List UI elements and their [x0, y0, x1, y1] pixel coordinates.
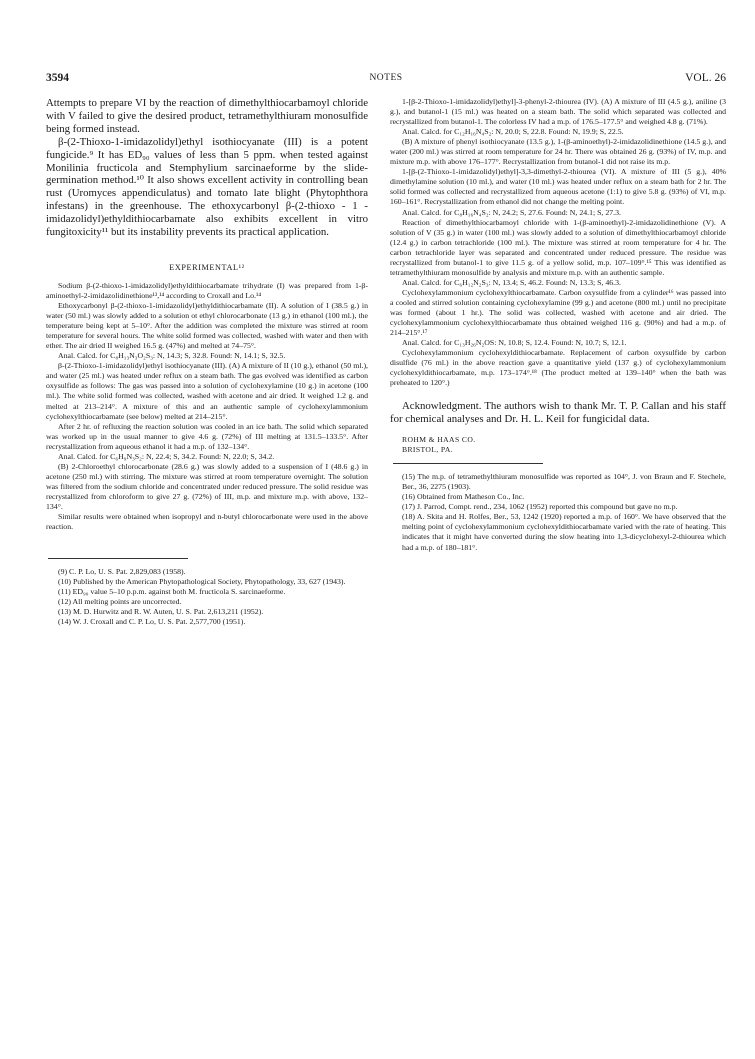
page-number: 3594	[46, 72, 69, 84]
experimental-paragraph: 1-[β-(2-Thioxo-1-imidazolidyl)ethyl]-3,3-dimethyl-2-thiourea (VI). A mixture of III (5 g.), 40% dimethylamine solution (10 ml.), and water (10 ml.) was heated under reflux on a steam bath for 2 hr. The solid formed was collected and recrystallized from aqueous acetone (1:1) to give 5.8 g. (93%) of VI, m.p. 160–161°. Recrystallization from ethanol did not change the melting point.	[390, 167, 726, 207]
experimental-paragraph: Ethoxycarbonyl β-(2-thioxo-1-imidazolidyl)ethyldithiocarbamate (II). A solution of I (38.5 g.) in water (50 ml.) was slowly added to a solution ot ethyl chlorocarbonate (13 g.) in ethanol (100 ml.), the temperature being kept at 5–10°. After the addition was completed the mixture was stirred at room temperature for several hours. The white solid formed was collected, washed with water and then with ether. The air dried II weighed 16.5 g. (47%) and melted at 74–75°.	[46, 301, 368, 351]
experimental-paragraph: Sodium β-(2-thioxo-1-imidazolidyl)ethyldithiocarbamate trihydrate (I) was prepared from 1-β-aminoethyl-2-imidazolidinethione¹³,¹⁴ according to Croxall and Lo.¹⁴	[46, 280, 368, 301]
acknowledgment: Acknowledgment. The authors wish to thank Mr. T. P. Callan and his staff for chemical analyses and Dr. H. L. Keil for fungicidal data.	[390, 400, 726, 426]
section-heading: EXPERIMENTAL¹²	[169, 262, 245, 272]
experimental-paragraph: (B) 2-Chloroethyl chlorocarbonate (28.6 g.) was slowly added to a suspension of I (48.6 g.) in acetone (250 ml.) with stirring. The mixture was stirred at room temperature overnight. The solution was filtered from the sodium chloride and concentrated under reduced pressure. The solid residue was recrystallized from chloroform to give 27 g. (72%) of III, m.p. and mixture m.p. with above, 132–134°.	[46, 461, 368, 511]
footnote: (18) A. Skita and H. Rolfes, Ber., 53, 1242 (1920) reported a m.p. of 160°. We have observed that the melting point of cyclohexylammonium cyclohexyldithiocarbamate varied with the rate of heating. This indicates that it might have converted during the slow heating into 1,3-dicyclohexyl-2-thiourea which had a m.p. of 180–181°.	[402, 512, 726, 552]
experimental-paragraph: Similar results were obtained when isopropyl and n-butyl chlorocarbonate were used in the above reaction.	[46, 512, 368, 532]
experimental-paragraph: β-(2-Thioxo-1-imidazolidyl)ethyl isothiocyanate (III). (A) A mixture of II (10 g.), ethanol (50 ml.), and water (25 ml.) was heated under reflux on a steam bath. The gas evolved was identified as carbon oxysulfide as follows: The gas was passed into a solution of cyclohexylamine (10 g.) in acetone (100 ml.). The white solid formed was collected, washed with acetone and air dried. It weighed 1.2 g. and melted at 213–214°. A mixture of this and an authentic sample of cyclohexylammonium cyclohexylthiocarbamate (see below) melted at 214–215°.	[46, 361, 368, 421]
intro-paragraph: Attempts to prepare VI by the reaction of dimethylthiocarbamoyl chloride with V failed to give the desired product, tetramethylthiuram monosulfide being formed instead.	[46, 97, 368, 135]
page-header	[46, 72, 726, 86]
analysis-paragraph: Anal. Calcd. for C₆H₉N₃S₂: N, 22.4; S, 34.2. Found: N, 22.0; S, 34.2.	[58, 451, 275, 461]
experimental-paragraph: Cyclohexylammonium cyclohexyldithiocarbamate. Replacement of carbon oxysulfide by carbon disulfide (76 ml.) in the above reaction gave a quantitative yield (137 g.) of cyclohexylammonium cyclohexyldithiocarbamate, m.p. 173–174°.¹⁸ (The product melted at 139–140° when the bath was preheated to 120°.)	[390, 348, 726, 388]
analysis-paragraph: Anal. Calcd. for C₁₂H₁₆N₄S₂: N, 20.0; S, 22.8. Found: N, 19.9; S, 22.5.	[402, 127, 624, 137]
analysis-paragraph: Anal. Calcd. for C₁₃H₂₆N₂OS: N, 10.8; S, 12.4. Found: N, 10.7; S, 12.1.	[402, 338, 627, 348]
footnote: (13) M. D. Hurwitz and R. W. Auten, U. S. Pat. 2,613,211 (1952).	[58, 607, 264, 617]
address-line: ROHM & HAAS CO.	[402, 435, 476, 445]
experimental-paragraph: 1-[β-2-Thioxo-1-imidazolidyl)ethyl]-3-phenyl-2-thiourea (IV). (A) A mixture of III (4.5 g.), aniline (3 g.), and butanol-1 (15 ml.) was heated on a steam bath. The solid which separated was collected and recrystallized from butanol-1. The colorless IV had a m.p. of 176.5–177.5° and weighed 4.8 g. (71%).	[390, 97, 726, 127]
left-column	[46, 97, 368, 627]
footnote-rule	[393, 463, 543, 464]
footnote-rule	[48, 558, 188, 559]
footnote: (10) Published by the American Phytopathological Society, Phytopathology, 33, 627 (1943).	[58, 577, 346, 587]
footnote: (14) W. J. Croxall and C. P. Lo, U. S. Pat. 2,577,700 (1951).	[58, 617, 246, 627]
volume-label: VOL. 26	[685, 72, 726, 84]
analysis-paragraph: Anal. Calcd. for C₈H₁₆N₄S₂: N, 24.2; S, 27.6. Found: N, 24.1; S, 27.3.	[402, 207, 621, 217]
experimental-paragraph: (B) A mixture of phenyl isothiocyanate (13.5 g.), 1-(β-aminoethyl)-2-imidazolidinethione (14.5 g.), and water (200 ml.) was stirred at room temperature for 24 hr. There was obtained 26 g. (93%) of IV, m.p. and mixture m.p. with above 176–177°. Recrystallization from butanol-1 did not raise its m.p.	[390, 137, 726, 167]
experimental-paragraph: After 2 hr. of refluxing the reaction solution was cooled in an ice bath. The solid which separated was worked up in the usual manner to give 4.6 g. (72%) of III melting at 131.5–133.5°. After recrystallization from aqueous ethanol it had a m.p. of 132–134°.	[46, 421, 368, 451]
running-title: NOTES	[369, 73, 403, 83]
footnote: (16) Obtained from Matheson Co., Inc.	[402, 492, 525, 502]
right-column	[390, 97, 726, 553]
footnote: (12) All melting points are uncorrected.	[58, 597, 182, 607]
footnote: (17) J. Parrod, Compt. rend., 234, 1062 (1952) reported this compound but gave no m.p.	[402, 502, 678, 512]
analysis-paragraph: Anal. Calcd. for C₆H₁₂N₂S₃: N, 13.4; S, 46.2. Found: N, 13.3; S, 46.3.	[402, 277, 621, 287]
footnote: (11) ED₉₀ value 5–10 p.p.m. against both M. fructicola S. sarcinaeforme.	[58, 587, 286, 597]
analysis-paragraph: Anal. Calcd. for C₈H₁₃N₃O₂S₃: N, 14.3; S, 32.8. Found: N, 14.1; S, 32.5.	[58, 351, 286, 361]
affiliation-address	[390, 435, 726, 455]
intro-paragraph: β-(2-Thioxo-1-imidazolidyl)ethyl isothiocyanate (III) is a potent fungicide.⁹ It has ED₉₀ values of less than 5 ppm. when tested against Monilinia fructicola and Stemphylium sarcinaeforme by the slide-germination method.¹⁰ It also shows excellent activity in controlling bean rust (Uromyces appendiculatus) and tomato late blight (Phytophthora infestans) in the greenhouse. The ethoxycarbonyl β-(2-thioxo - 1 - imidazolidyl)ethyldithiocarbamate also exhibits excellent in vitro fungitoxicity¹¹ but its instability prevents its practical application.	[46, 135, 368, 239]
footnote: (9) C. P. Lo, U. S. Pat. 2,829,083 (1958).	[58, 567, 186, 577]
experimental-paragraph: Reaction of dimethylthiocarbamoyl chloride with 1-(β-aminoethyl)-2-imidazolidinethione (V). A solution of V (35 g.) in water (100 ml.) was slowly added to a solution of dimethylthiocarbamoyl chloride (12.4 g.) in carbon tetrachloride (100 ml.). The mixture was stirred at room temperature for 4 hr. The carbon tetrachloride layer was separated and concentrated under reduced pressure. The residue was recrystallized from butanol-1 to give 11.5 g. of a yellow solid, m.p. 107–109°.¹⁵ This was identified as tetramethylthiuram monosulfide by analysis and mixture m.p. with an authentic sample.	[390, 217, 726, 277]
experimental-paragraph: Cyclohexylammonium cyclohexylthiocarbamate. Carbon oxysulfide from a cylinder¹⁶ was passed into a cooled and stirred solution containing cyclohexylamine (99 g.) and acetone (800 ml.) until no precipitate was formed (about 1 hr.). The solid was collected, washed with acetone and air dried. The cyclohexylammonium cyclohexylthiocarbamate thus obtained weighed 116 g. (90%) and had a m.p. of 214–215°.¹⁷	[390, 287, 726, 338]
footnote: (15) The m.p. of tetramethylthiuram monosulfide was reported as 104°, J. von Braun and F. Stechele, Ber., 36, 2275 (1903).	[402, 472, 726, 492]
address-line: BRISTOL, PA.	[402, 445, 454, 455]
